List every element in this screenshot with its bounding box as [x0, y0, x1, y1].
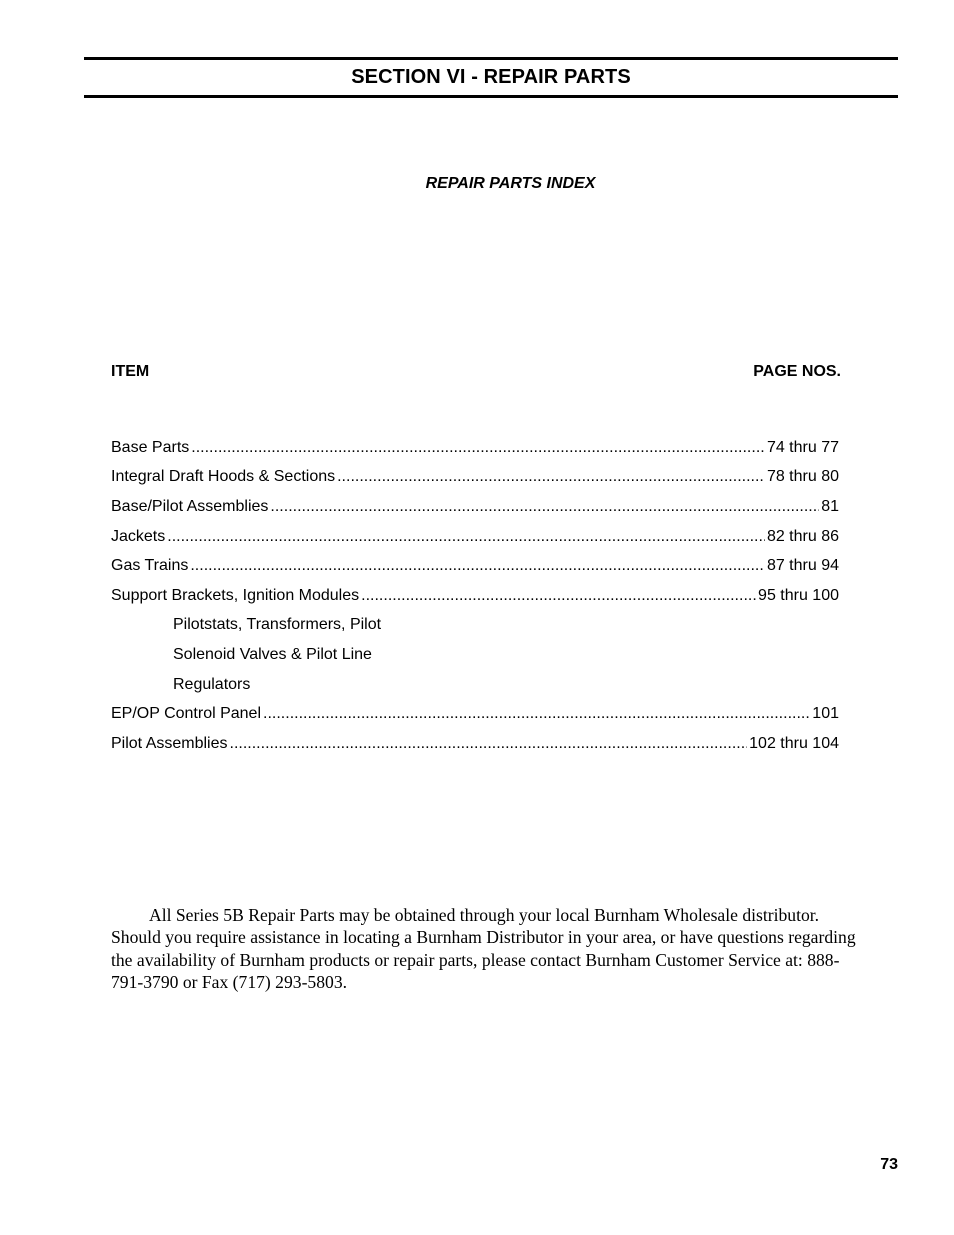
index-row-label: Base/Pilot Assemblies — [111, 497, 269, 515]
index-row-label: Gas Trains — [111, 557, 189, 575]
column-header-pages: PAGE NOS. — [753, 363, 841, 380]
index-row-continuation — [111, 611, 839, 641]
index-row-label: Solenoid Valves & Pilot Line — [173, 645, 372, 663]
index-title: REPAIR PARTS INDEX — [425, 175, 596, 192]
dot-leader — [190, 557, 765, 575]
contact-paragraph: All Series 5B Repair Parts may be obtained through your local Burnham Wholesale distributor. Should you require assistance in locating a Burnham Distributor in your area, or have questions regarding the availability of Burnham products or repair parts, please contact Burnham Customer Service at: 888-791-3790 or Fax (717) 293-5803. — [111, 904, 856, 993]
index-row — [111, 581, 839, 611]
index-row-pages: 101 — [812, 705, 839, 723]
index-row-continuation — [111, 670, 839, 700]
index-row — [111, 729, 839, 759]
dot-leader — [270, 498, 819, 516]
index-row-label: Base Parts — [111, 438, 190, 456]
dot-leader — [263, 705, 810, 723]
index-row-label: Jackets — [111, 527, 166, 545]
index-row-pages: 95 thru 100 — [758, 586, 839, 604]
index-row-pages: 82 thru 86 — [766, 527, 839, 545]
index-row-pages: 87 thru 94 — [766, 557, 839, 575]
index-row-label: Support Brackets, Ignition Modules — [111, 586, 360, 604]
index-row-pages: 74 thru 77 — [766, 438, 839, 456]
index-row — [111, 522, 839, 552]
index-row-label: EP/OP Control Panel — [111, 705, 262, 723]
index-row-pages: 102 thru 104 — [749, 734, 839, 752]
dot-leader — [191, 439, 765, 457]
index-row-label: Pilot Assemblies — [111, 734, 228, 752]
index-row-continuation — [111, 640, 839, 670]
dot-leader — [361, 587, 756, 605]
index-row-label: Regulators — [173, 675, 251, 693]
index-row — [111, 699, 839, 729]
section-title: SECTION VI - REPAIR PARTS — [351, 66, 631, 88]
dot-leader — [167, 528, 765, 546]
index-list — [111, 433, 839, 759]
dot-leader — [337, 468, 765, 486]
index-row — [111, 433, 839, 463]
index-row-label: Pilotstats, Transformers, Pilot — [173, 616, 382, 634]
index-row — [111, 463, 839, 493]
column-header-item: ITEM — [111, 363, 150, 380]
dot-leader — [230, 735, 748, 753]
index-row — [111, 492, 839, 522]
page-number: 73 — [880, 1156, 898, 1173]
section-header — [84, 57, 898, 98]
index-row-label: Integral Draft Hoods & Sections — [111, 468, 336, 486]
index-row — [111, 551, 839, 581]
index-row-pages: 78 thru 80 — [766, 468, 839, 486]
index-row-pages: 81 — [821, 497, 839, 515]
